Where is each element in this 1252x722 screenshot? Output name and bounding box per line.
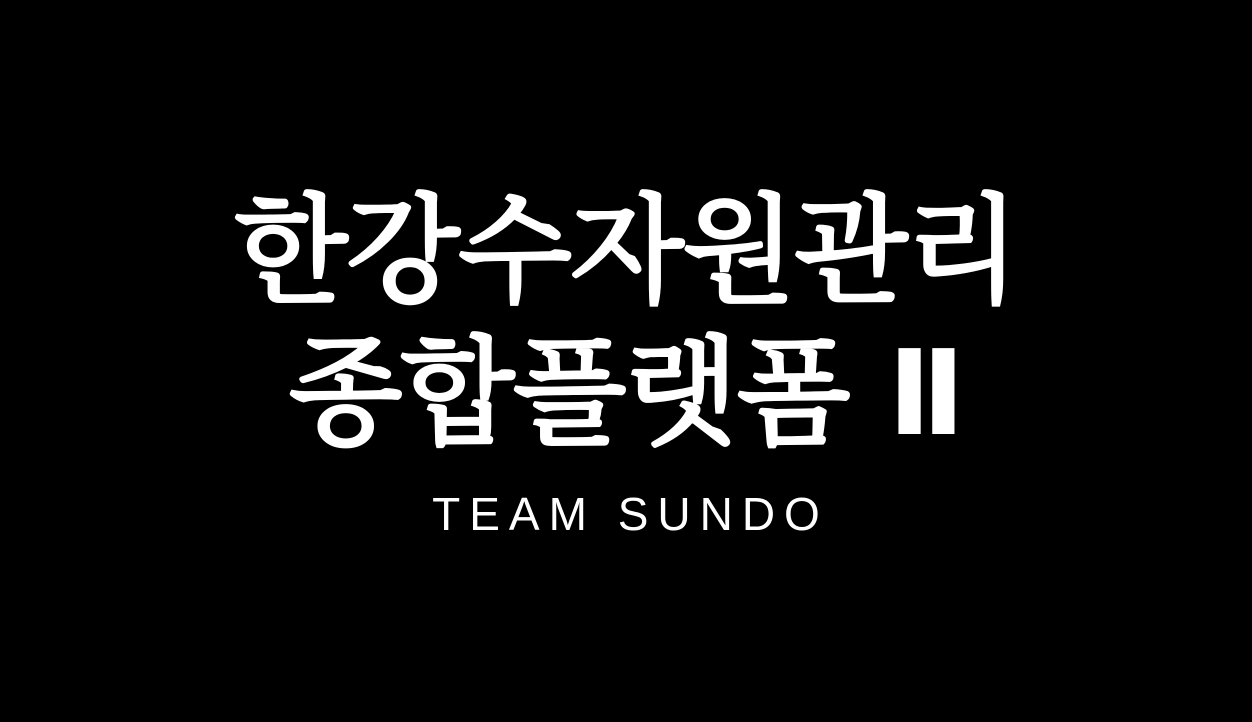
page-title (0, 180, 1252, 464)
title-line-1: 한강수자원관리 (234, 182, 1018, 320)
team-name: TEAM SUNDO (432, 488, 829, 540)
title-line-2: 종합플랫폼 Ⅱ (288, 324, 964, 462)
